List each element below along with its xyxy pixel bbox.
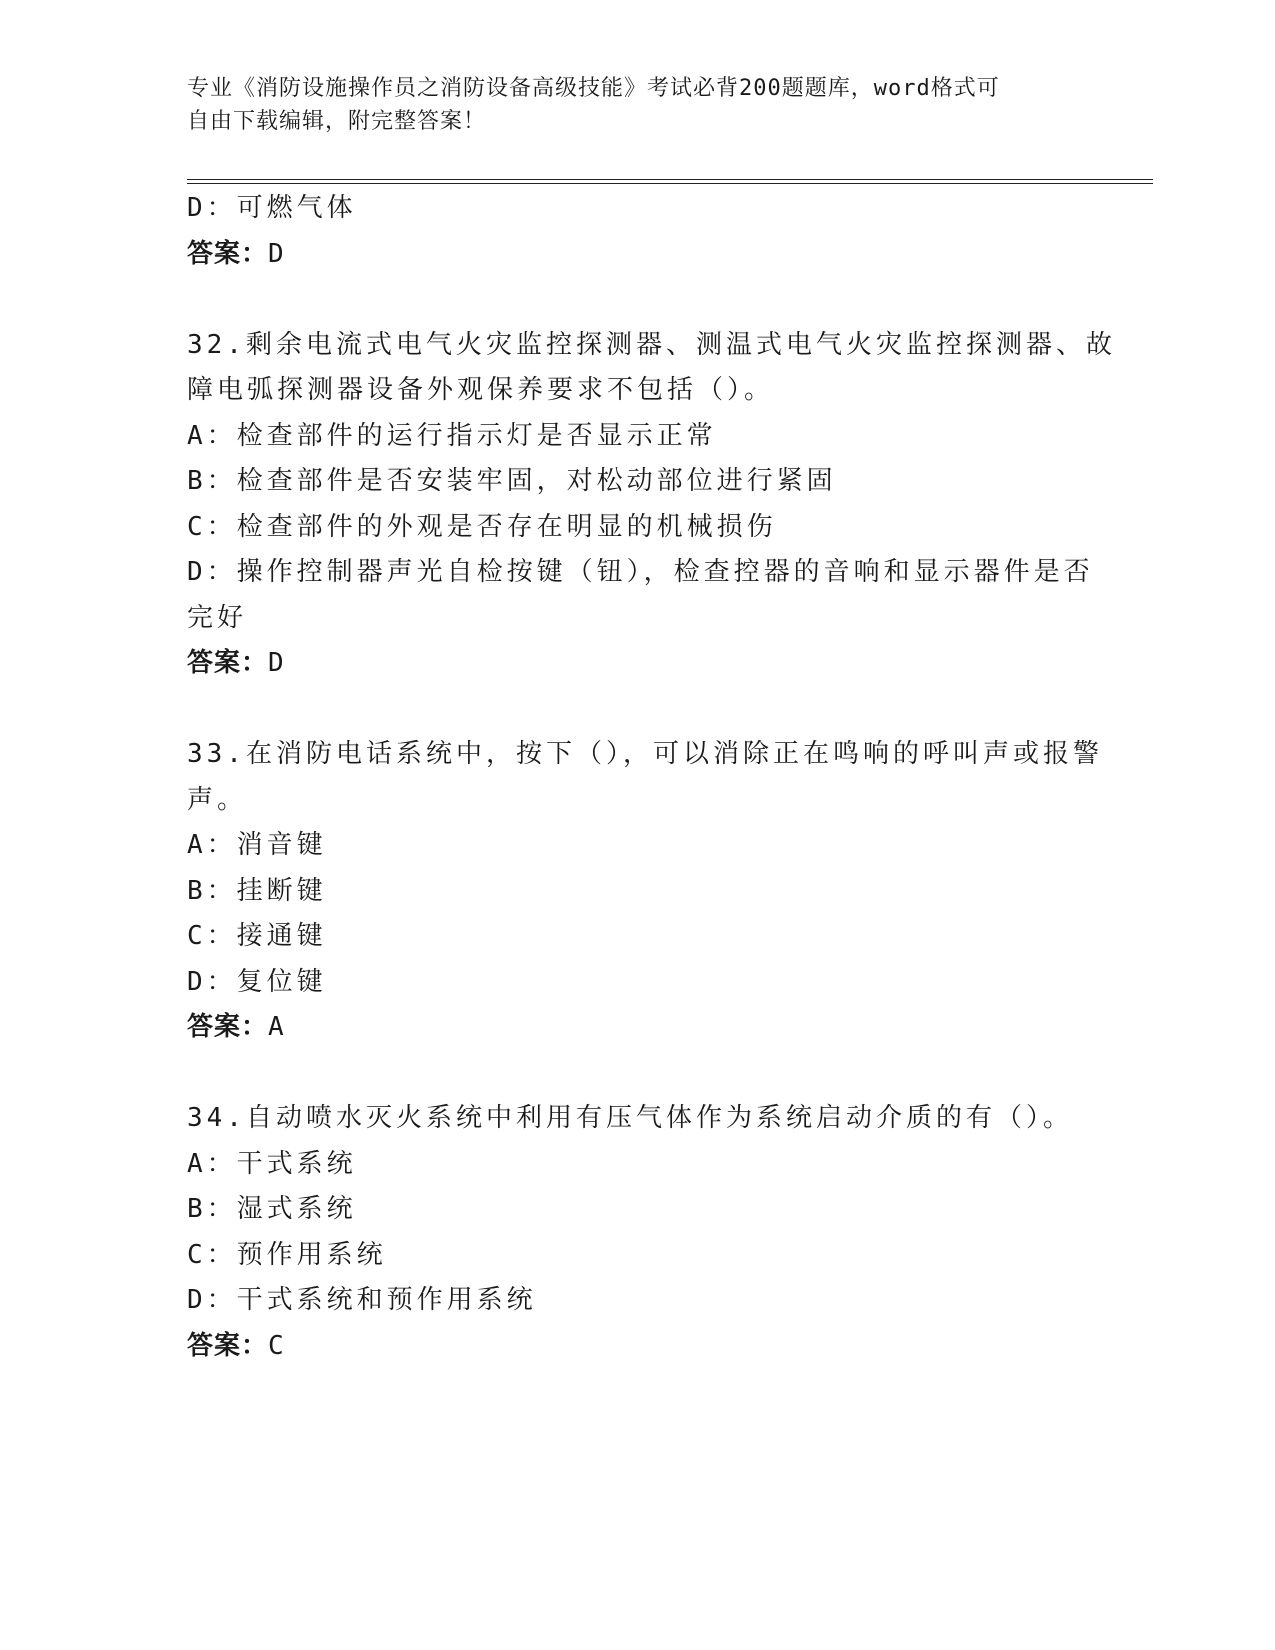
option-a: A：消音键 [187, 830, 327, 860]
answer-label: 答案： [187, 1012, 269, 1042]
answer-line [187, 232, 1087, 278]
header-divider-top [187, 179, 1153, 180]
previous-question-tail [187, 186, 1087, 277]
spacer [187, 687, 1087, 733]
answer-label: 答案： [187, 238, 269, 269]
answer-label: 答案： [187, 1330, 269, 1361]
question-stem-line: 34.自动喷水灭火系统中利用有压气体作为系统启动介质的有（）。 [187, 1103, 1073, 1133]
header-line-1: 专业《消防设施操作员之消防设备高级技能》考试必背200题题库，word格式可 [187, 76, 1000, 101]
header-line-2: 自由下载编辑，附完整答案！ [187, 109, 487, 134]
question-33 [187, 732, 1103, 1051]
question-34 [187, 1096, 1087, 1369]
answer-value: D [268, 648, 286, 678]
answer-value: C [268, 1330, 286, 1361]
option-b: B：挂断键 [187, 875, 327, 906]
option-d: D：复位键 [187, 966, 327, 997]
option-b: B：湿式系统 [187, 1194, 357, 1224]
header-divider-bottom [187, 183, 1153, 184]
spacer [187, 277, 1087, 323]
question-stem-line: 33.在消防电话系统中，按下（），可以消除正在鸣响的呼叫声或报警 [187, 739, 1103, 769]
option-c: C：预作用系统 [187, 1239, 387, 1270]
option-a: A：检查部件的运行指示灯是否显示正常 [187, 420, 717, 451]
option-a: A：干式系统 [187, 1148, 357, 1179]
option-d-continued: 完好 [187, 602, 248, 633]
option-b: B：检查部件是否安装牢固，对松动部位进行紧固 [187, 466, 837, 496]
answer-line [187, 641, 1087, 687]
question-32 [187, 323, 1116, 687]
spacer [187, 1051, 1087, 1097]
question-stem-line: 声。 [187, 784, 248, 815]
option-d: D：可燃气体 [187, 193, 357, 223]
answer-value: D [268, 238, 286, 269]
answer-value: A [268, 1012, 286, 1042]
answer-line [187, 1005, 1087, 1051]
option-d: D：干式系统和预作用系统 [187, 1285, 537, 1315]
answer-line [187, 1324, 1087, 1370]
option-d: D：操作控制器声光自检按键（钮），检查控器的音响和显示器件是否 [187, 557, 1094, 587]
option-c: C：检查部件的外观是否存在明显的机械损伤 [187, 511, 777, 542]
page-header [187, 72, 1087, 138]
option-c: C：接通键 [187, 921, 327, 951]
question-stem-line: 32.剩余电流式电气火灾监控探测器、测温式电气火灾监控探测器、故 [187, 329, 1116, 360]
question-list [187, 186, 1116, 1369]
answer-label: 答案： [187, 648, 269, 678]
question-stem-line: 障电弧探测器设备外观保养要求不包括（）。 [187, 375, 775, 405]
